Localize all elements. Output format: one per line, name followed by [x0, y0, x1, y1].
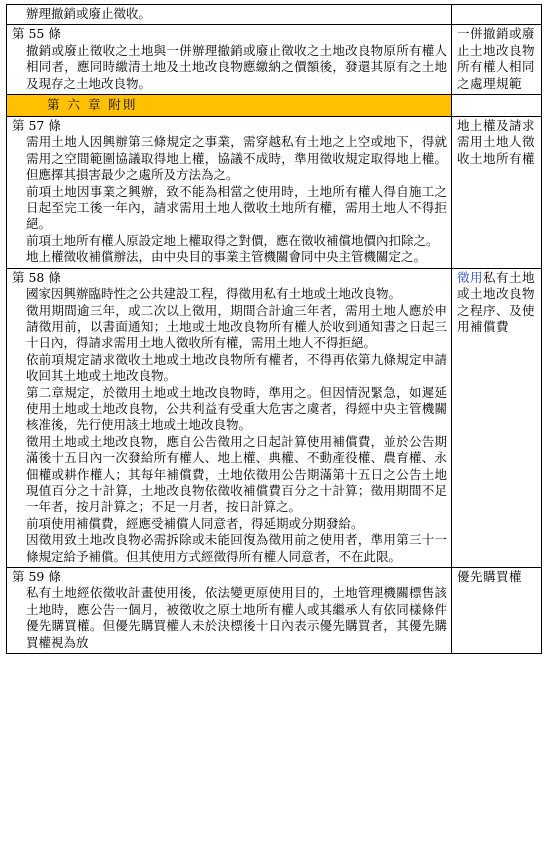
note-text: 地上權及請求需用土地人徵收土地所有權 [457, 118, 536, 166]
article-paragraph: 徵用期間逾三年，或二次以上徵用，期間合計逾三年者，需用土地人應於申請徵用前，以書面通知；土地或土地改良物所有權人於收到通知書之日起三十日內，得請求需用土地人徵收所有權，需用土地人不得拒絕。 [26, 302, 447, 351]
note-cell [452, 117, 542, 269]
note-cell [452, 268, 542, 567]
article-cell [7, 117, 452, 269]
law-table-body [7, 5, 542, 654]
note-highlight: 徵用 [457, 269, 484, 285]
note-cell [452, 5, 542, 25]
note-text [457, 270, 537, 336]
note-cell [452, 25, 542, 95]
article-number: 第 57 條 [12, 118, 61, 134]
note-text: 一併撤銷或廢止土地改良物所有權人相同之處理規範 [457, 26, 536, 91]
table-row [7, 268, 542, 567]
table-row [7, 25, 542, 95]
chapter-row [7, 95, 542, 117]
article-cell [7, 268, 452, 567]
article-number: 第 59 條 [12, 569, 61, 584]
article-paragraph: 前項使用補償費，經應受補償人同意者，得延期或分期發給。 [26, 515, 364, 531]
article-cell [7, 568, 452, 654]
note-cell [452, 568, 542, 654]
table-row [7, 5, 542, 25]
article-paragraph: 辦理撤銷或廢止徵收。 [26, 6, 152, 21]
article-paragraph: 國家因興辦臨時性之公共建設工程，得徵用私有土地或土地改良物。 [26, 286, 402, 302]
article-paragraph: 私有土地經依徵收計畫使用後，依法變更原使用目的，土地管理機關標售該土地時，應公告一個月，被徵收之原土地所有權人或其繼承人有依同樣條件優先購買權。但優先購買權人未於決標後十日內表示優先購買者，其優先購買權視為放 [26, 585, 447, 650]
law-table [6, 4, 542, 654]
note-text: 優先購買權 [457, 569, 523, 584]
article-cell [7, 25, 452, 95]
article-number: 第 58 條 [12, 269, 61, 285]
article-paragraph: 前項土地因事業之興辦，致不能為相當之使用時，土地所有權人得自施工之日起至完工後一年內，請求需用土地人徵收土地所有權，需用土地人不得拒絕。 [26, 183, 447, 232]
article-paragraph: 地上權徵收補償辦法，由中央目的事業主管機關會同中央主管機關定之。 [26, 249, 427, 265]
table-row [7, 117, 542, 269]
article-number: 第 55 條 [12, 26, 61, 42]
article-cell [7, 5, 452, 25]
article-paragraph: 撤銷或廢止徵收之土地與一併辦理撤銷或廢止徵收之土地改良物原所有權人相同者，應同時繳清土地及土地改良物應繳納之價額後，發還其原有之土地及現存之土地改良物。 [26, 42, 447, 91]
article-paragraph: 因徵用致土地改良物必需拆除或未能回復為徵用前之使用者，準用第三十一條規定給予補償。但其使用方式經徵得所有權人同意者，不在此限。 [26, 532, 447, 564]
chapter-heading: 第 六 章 附則 [7, 95, 452, 117]
article-paragraph: 依前項規定請求徵收土地或土地改良物所有權者，不得再依第九條規定申請收回其土地或土地改良物。 [26, 351, 447, 384]
article-paragraph: 需用土地人因興辦第三條規定之事業，需穿越私有土地之上空或地下，得就需用之空間範圍協議取得地上權，協議不成時，準用徵收規定取得地上權。但應擇其損害最少之處所及方法為之。 [26, 134, 447, 183]
note-cell [452, 95, 542, 117]
article-paragraph: 前項土地所有權人原設定地上權取得之對價，應在徵收補償地價內扣除之。 [26, 232, 439, 248]
article-paragraph: 第二章規定，於徵用土地或土地改良物時，準用之。但因情況緊急，如遲延使用土地或土地改良物，公共利益有受重大危害之虞者，得經中央主管機關核准後，先行使用該土地或土地改良物。 [26, 384, 447, 433]
note-text-rest: 私有土地或土地改良物之程序、及使用補償費 [457, 269, 536, 334]
article-paragraph: 徵用土地或土地改良物，應自公告徵用之日起計算使用補償費，並於公告期滿後十五日內一次發給所有權人、地上權、典權、不動產役權、農育權、永佃權或耕作權人；其每年補償費，土地依徵用公告期滿第十五日之公告土地現值百分之十計算，土地改良物依徵收補償費百分之十計算；徵用期間不足一年者，按月計算之；不足一月者，按日計算之。 [26, 433, 447, 515]
table-row [7, 568, 542, 654]
